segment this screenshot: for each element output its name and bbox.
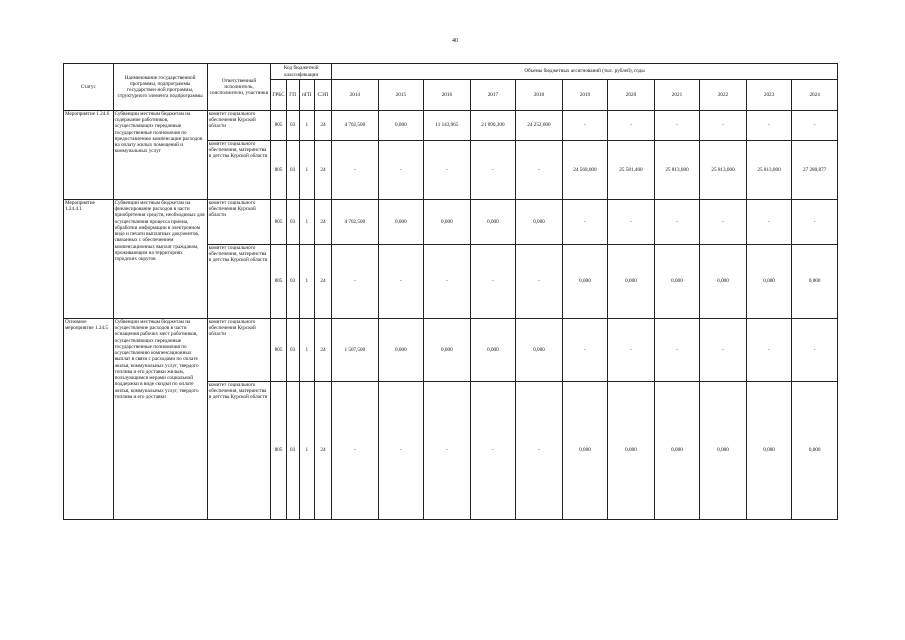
value-cell: 25 813,000: [654, 141, 700, 200]
value-cell: 1 507,500: [332, 319, 379, 382]
value-cell: -: [792, 111, 838, 141]
code-cell: 24: [314, 111, 331, 141]
header-year-4: 2018: [516, 80, 563, 111]
value-cell: 0,000: [654, 382, 700, 520]
header-status: Статус: [64, 64, 114, 111]
table-row: [64, 200, 838, 245]
code-cell: 03: [286, 200, 299, 245]
value-cell: 0,000: [654, 245, 700, 319]
code-cell: 24: [314, 141, 331, 200]
code-cell: 805: [271, 382, 286, 520]
value-cell: 0,000: [470, 200, 516, 245]
page-number: 40: [452, 38, 458, 44]
code-cell: 1: [299, 245, 314, 319]
header-name: Наименование государственной программы, подпрограммы государствен-ной программы, структурного элемента подпрограммы: [113, 64, 207, 111]
value-cell: 0,000: [700, 382, 747, 520]
header-year-6: 2020: [608, 80, 655, 111]
header-volumes: Объемы бюджетных ассигнований (тыс. рублей), годы: [332, 64, 838, 80]
value-cell: 0,000: [700, 245, 747, 319]
code-cell: 805: [271, 111, 286, 141]
header-budget-code: Код бюджетной классификации: [271, 64, 332, 80]
value-cell: -: [700, 319, 747, 382]
value-cell: -: [608, 111, 655, 141]
value-cell: -: [516, 141, 563, 200]
table-row: [64, 319, 838, 382]
table-header: [64, 64, 838, 111]
status-cell: Мероприятие 1.24.6: [64, 111, 114, 200]
value-cell: -: [332, 245, 379, 319]
code-cell: 805: [271, 141, 286, 200]
value-cell: 0,000: [562, 382, 608, 520]
name-cell: Субвенции местным бюджетам на осуществление расходов в части оснащения рабочих мест работников, осуществляющих переданные государственные полномочия по осуществлению компенсационных выплат в связи с расходами по оплате жилья, коммунальных услуг, твердого топлива и его доставки жилым, пользующимся мерами социальной поддержки в виде скидки по оплате жилья, коммунальных услуг, твердого топлива и его доставки: [113, 319, 207, 520]
code-cell: 1: [299, 141, 314, 200]
value-cell: -: [746, 200, 792, 245]
code-cell: 1: [299, 319, 314, 382]
name-cell: Субвенции местным бюджетам на финансирование расходов в части приобретения средств, необходимых для осуществления процесса приема, обработки информации в электронном виде и печати выплатных документов, связанных с обеспечением компенсационных выплат гражданам, проживающим на территориях городских округов: [113, 200, 207, 319]
responsible-cell: комитет социального обеспечения, материнства и детства Курской области: [207, 382, 271, 520]
code-cell: 805: [271, 319, 286, 382]
value-cell: -: [470, 245, 516, 319]
code-cell: 24: [314, 382, 331, 520]
value-cell: -: [700, 200, 747, 245]
value-cell: 27 280,877: [792, 141, 838, 200]
code-cell: 1: [299, 111, 314, 141]
code-cell: 03: [286, 382, 299, 520]
value-cell: -: [654, 319, 700, 382]
header-year-0: 2014: [332, 80, 379, 111]
value-cell: -: [470, 382, 516, 520]
value-cell: 0,000: [516, 200, 563, 245]
value-cell: -: [470, 141, 516, 200]
code-cell: 24: [314, 245, 331, 319]
value-cell: 0,000: [746, 245, 792, 319]
header-code-1: ГП: [286, 80, 299, 111]
value-cell: -: [562, 319, 608, 382]
value-cell: 0,000: [608, 245, 655, 319]
budget-table: [63, 63, 838, 520]
value-cell: 24 252,600: [516, 111, 563, 141]
code-cell: 805: [271, 245, 286, 319]
value-cell: 11 143,965: [424, 111, 471, 141]
responsible-cell: комитет социального обеспечения Курской области: [207, 200, 271, 245]
value-cell: 0,000: [792, 245, 838, 319]
value-cell: 25 813,000: [746, 141, 792, 200]
value-cell: 0,000: [424, 319, 471, 382]
header-year-8: 2022: [700, 80, 747, 111]
value-cell: 25 581,400: [608, 141, 655, 200]
value-cell: -: [746, 111, 792, 141]
table-row: [64, 111, 838, 141]
responsible-cell: комитет социального обеспечения Курской области: [207, 319, 271, 382]
value-cell: 21 090,300: [470, 111, 516, 141]
value-cell: -: [608, 200, 655, 245]
value-cell: 0,000: [792, 382, 838, 520]
value-cell: 0,000: [378, 111, 424, 141]
code-cell: 805: [271, 200, 286, 245]
responsible-cell: комитет социального обеспечения Курской области: [207, 111, 271, 141]
value-cell: -: [378, 382, 424, 520]
value-cell: 4 702,500: [332, 111, 379, 141]
value-cell: -: [792, 319, 838, 382]
value-cell: -: [332, 382, 379, 520]
code-cell: 03: [286, 141, 299, 200]
code-cell: 03: [286, 319, 299, 382]
value-cell: -: [378, 245, 424, 319]
value-cell: 0,000: [562, 245, 608, 319]
value-cell: -: [424, 382, 471, 520]
value-cell: 0,000: [378, 319, 424, 382]
header-code-3: СЭП: [314, 80, 331, 111]
code-cell: 24: [314, 319, 331, 382]
value-cell: -: [654, 111, 700, 141]
value-cell: 0,000: [424, 200, 471, 245]
value-cell: -: [424, 245, 471, 319]
value-cell: 0,000: [378, 200, 424, 245]
value-cell: 0,000: [608, 382, 655, 520]
value-cell: -: [792, 200, 838, 245]
header-code-2: пГП: [299, 80, 314, 111]
value-cell: 0,000: [516, 319, 563, 382]
value-cell: -: [562, 200, 608, 245]
value-cell: -: [654, 200, 700, 245]
responsible-cell: комитет социального обеспечения, материнства и детства Курской области: [207, 245, 271, 319]
responsible-cell: комитет социального обеспечения, материнства и детства Курской области: [207, 141, 271, 200]
status-cell: Мероприятие 1.24.4.1: [64, 200, 114, 319]
value-cell: -: [424, 141, 471, 200]
code-cell: 03: [286, 245, 299, 319]
value-cell: -: [332, 141, 379, 200]
header-year-2: 2016: [424, 80, 471, 111]
value-cell: 25 813,000: [700, 141, 747, 200]
name-cell: Субвенции местным бюджетам на содержание работников, осуществляющих переданные государственные полномочия по предоставлению компенсации расходов на оплату жилых помещений и коммунальных услуг: [113, 111, 207, 200]
value-cell: 0,000: [746, 382, 792, 520]
value-cell: 4 702,500: [332, 200, 379, 245]
header-year-7: 2021: [654, 80, 700, 111]
header-year-9: 2023: [746, 80, 792, 111]
value-cell: -: [516, 382, 563, 520]
value-cell: 24 568,000: [562, 141, 608, 200]
value-cell: -: [746, 319, 792, 382]
code-cell: 1: [299, 200, 314, 245]
header-responsible: Ответственный исполнитель, соисполнители, участники: [207, 64, 271, 111]
code-cell: 1: [299, 382, 314, 520]
value-cell: -: [608, 319, 655, 382]
code-cell: 24: [314, 200, 331, 245]
value-cell: -: [700, 111, 747, 141]
header-year-5: 2019: [562, 80, 608, 111]
value-cell: 0,000: [470, 319, 516, 382]
value-cell: -: [378, 141, 424, 200]
header-year-3: 2017: [470, 80, 516, 111]
header-year-10: 2024: [792, 80, 838, 111]
value-cell: -: [562, 111, 608, 141]
table-body: [64, 111, 838, 520]
code-cell: 03: [286, 111, 299, 141]
status-cell: Основное мероприятие 1.24.5: [64, 319, 114, 520]
value-cell: -: [516, 245, 563, 319]
header-code-0: ГРБС: [271, 80, 286, 111]
header-year-1: 2015: [378, 80, 424, 111]
